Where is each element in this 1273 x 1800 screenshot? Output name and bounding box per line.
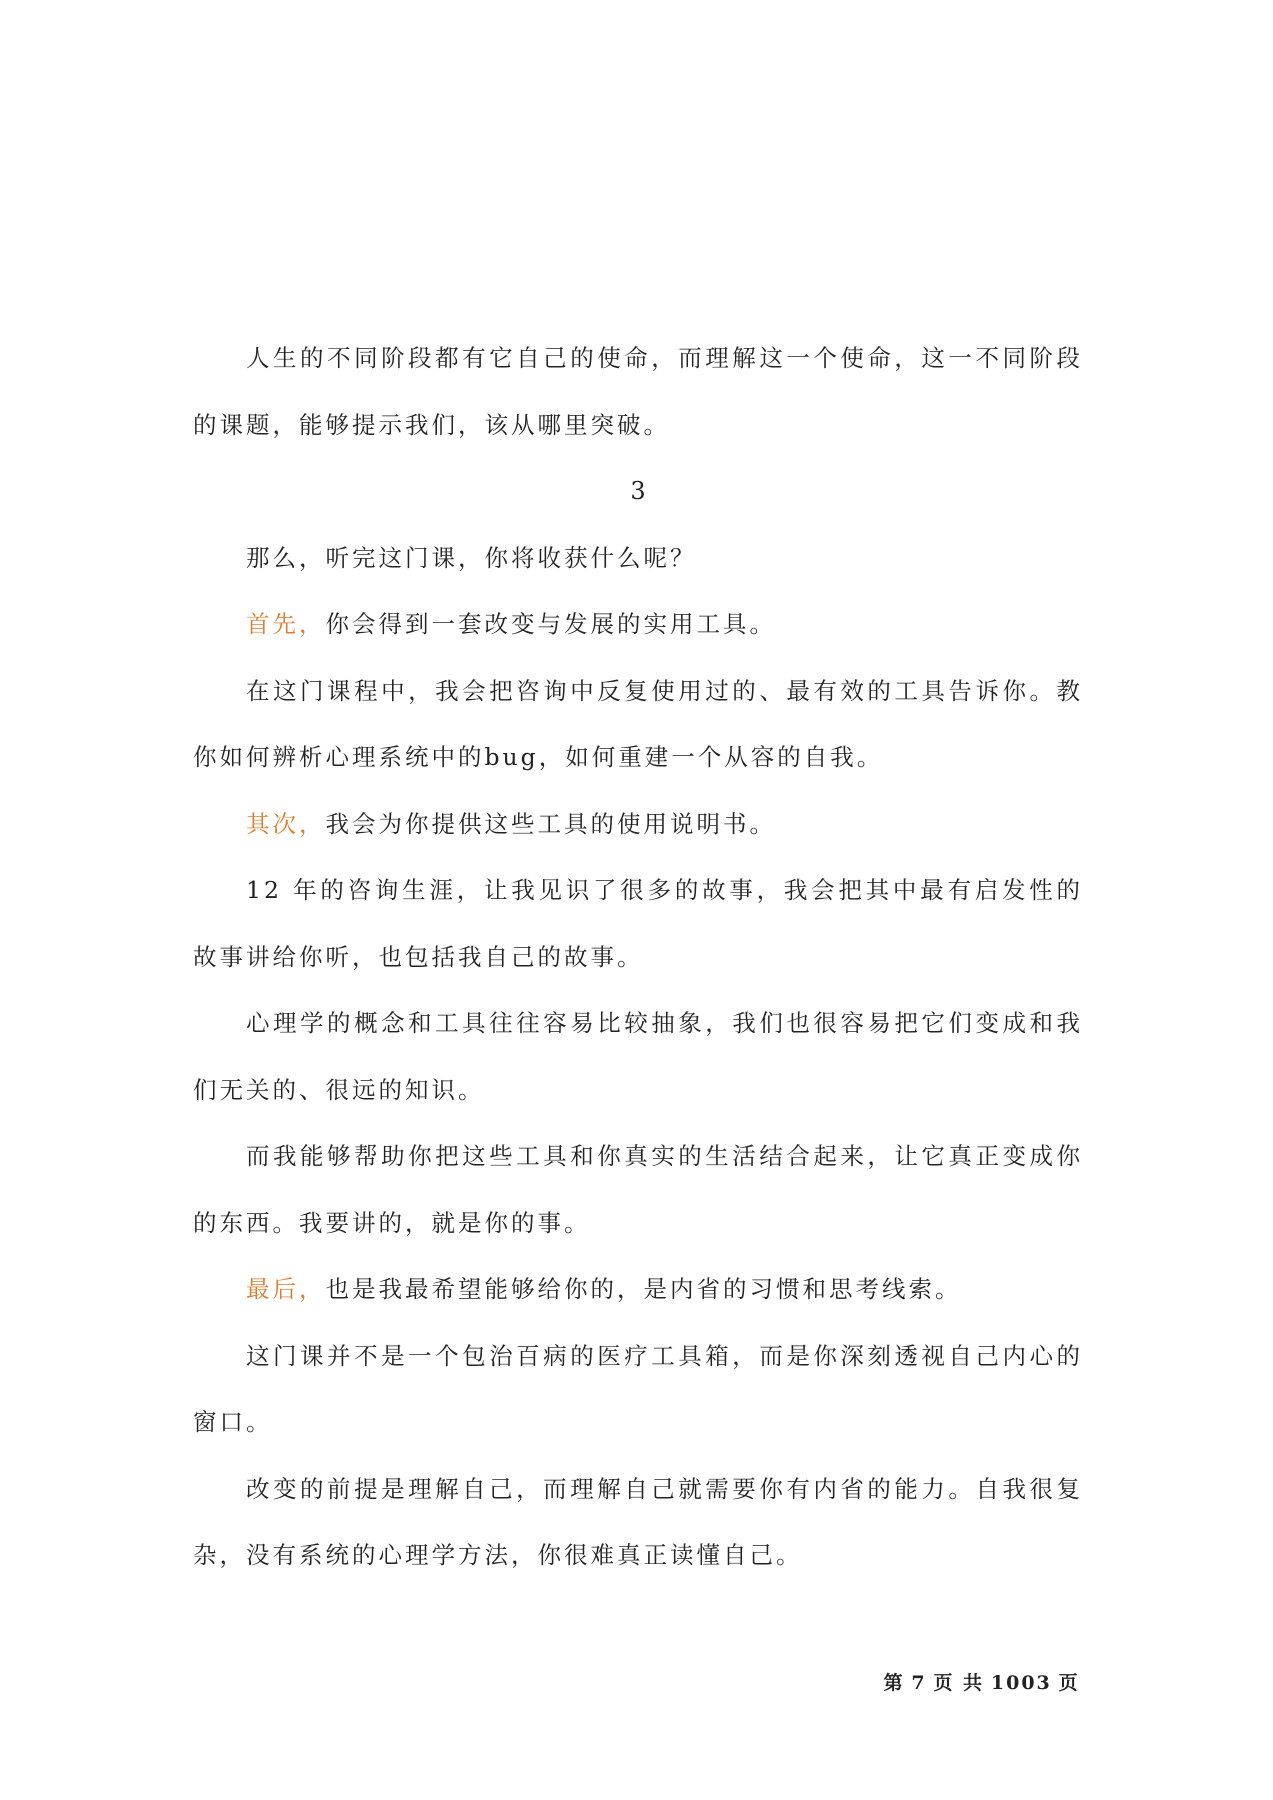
paragraph-text: 人生的不同阶段都有它自己的使命，而理解这一个使命，这一不同阶段的课题，能够提示我们，该从哪里突破。 — [193, 344, 1083, 439]
paragraph-text: 在这门课程中，我会把咨询中反复使用过的、最有效的工具告诉你。教你如何辨析心理系统中的bug，如何重建一个从容的自我。 — [193, 676, 1083, 771]
paragraph-text: 这门课并不是一个包治百病的医疗工具箱，而是你深刻透视自己内心的窗口。 — [193, 1341, 1083, 1436]
document-body — [193, 325, 1083, 1589]
footer-total-pages: 1003 — [990, 1672, 1052, 1694]
paragraph-lead-second: 其次， — [246, 809, 326, 838]
paragraph-second — [193, 791, 1083, 858]
section-number-text: 3 — [630, 477, 646, 505]
paragraph-text: 我会为你提供这些工具的使用说明书。 — [325, 809, 776, 838]
paragraph-text: 而我能够帮助你把这些工具和你真实的生活结合起来，让它真正变成你的东西。我要讲的，就是你的事。 — [193, 1142, 1083, 1237]
paragraph-tools — [193, 658, 1083, 791]
footer-prefix: 第 — [883, 1672, 905, 1694]
page-footer — [880, 1668, 1083, 1695]
paragraph-first — [193, 591, 1083, 658]
footer-page-number: 7 — [911, 1672, 927, 1694]
footer-suffix: 页 — [1058, 1672, 1080, 1694]
paragraph-abstract — [193, 990, 1083, 1123]
paragraph-real-life — [193, 1123, 1083, 1256]
paragraph-life-stages — [193, 325, 1083, 458]
paragraph-stories — [193, 857, 1083, 990]
paragraph-lead-last: 最后， — [246, 1275, 326, 1303]
paragraph-last — [193, 1256, 1083, 1323]
paragraph-text: 心理学的概念和工具往往容易比较抽象，我们也很容易把它们变成和我们无关的、很远的知识。 — [193, 1009, 1083, 1104]
footer-middle: 页 共 — [933, 1672, 985, 1694]
paragraph-text: 也是我最希望能够给你的，是内省的习惯和思考线索。 — [325, 1275, 962, 1303]
paragraph-text: 你会得到一套改变与发展的实用工具。 — [325, 610, 776, 638]
paragraph-introspection — [193, 1456, 1083, 1589]
paragraph-text: 12 年的咨询生涯，让我见识了很多的故事，我会把其中最有启发性的故事讲给你听，也包括我自己的故事。 — [193, 876, 1083, 971]
paragraph-text: 改变的前提是理解自己，而理解自己就需要你有内省的能力。自我很复杂，没有系统的心理学方法，你很难真正读懂自己。 — [193, 1474, 1083, 1569]
paragraph-text: 那么，听完这门课，你将收获什么呢？ — [246, 543, 697, 572]
paragraph-question — [193, 525, 1083, 592]
section-number — [193, 458, 1083, 525]
paragraph-window — [193, 1323, 1083, 1456]
paragraph-lead-first: 首先， — [246, 610, 326, 638]
